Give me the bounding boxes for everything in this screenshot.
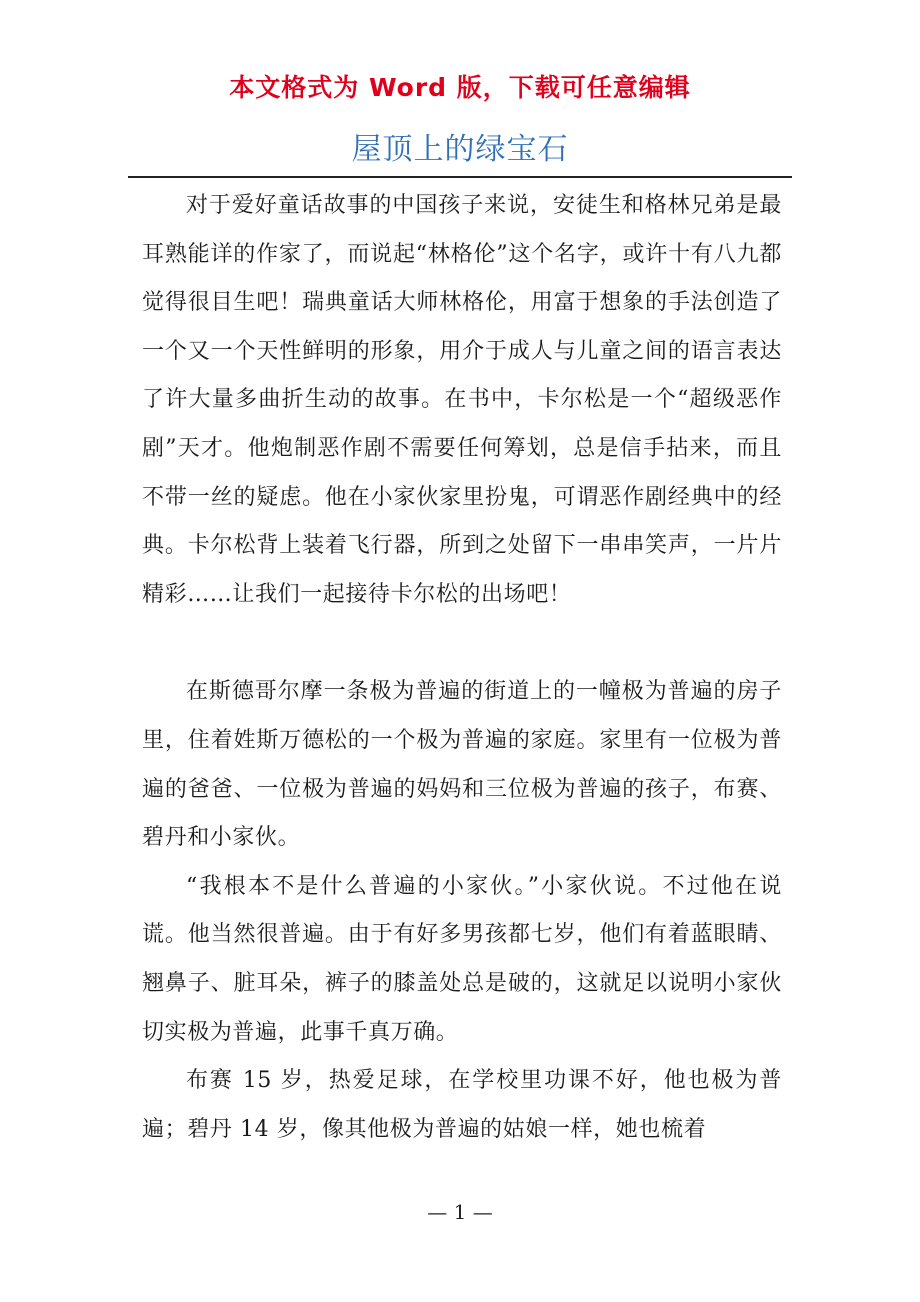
document-title: 屋顶上的绿宝石	[351, 132, 569, 167]
paragraph: “我根本不是什么普遍的小家伙。”小家伙说。不过他在说谎。他当然很普遍。由于有好多男孩都七岁，他们有着蓝眼睛、翘鼻子、脏耳朵，裤子的膝盖处总是破的，这就足以说明小家伙切实极为普遍，此事千真万确。	[142, 873, 782, 1045]
paragraph-intro: 对于爱好童话故事的中国孩子来说，安徒生和格林兄弟是最耳熟能详的作家了，而说起“林格伦”这个名字，或许十有八九都觉得很目生吧！瑞典童话大师林格伦，用富于想象的手法创造了一个又一个天性鲜明的形象，用介于成人与儿童之间的语言表达了许大量多曲折生动的故事。在书中，卡尔松是一个“超级恶作剧”天才。他炮制恶作剧不需要任何筹划，总是信手拈来，而且不带一丝的疑虑。他在小家伙家里扮鬼，可谓恶作剧经典中的经典。卡尔松背上装着飞行器，所到之处留下一串串笑声，一片片精彩……让我们一起接待卡尔松的出场吧！	[142, 193, 782, 607]
paragraph: 布赛 15 岁，热爱足球，在学校里功课不好，他也极为普遍；碧丹 14 岁，像其他极为普遍的姑娘一样，她也梳着	[142, 1068, 782, 1142]
body-text	[142, 182, 782, 1154]
paragraph: 在斯德哥尔摩一条极为普遍的街道上的一幢极为普遍的房子里，住着姓斯万德松的一个极为普遍的家庭。家里有一位极为普遍的爸爸、一位极为普遍的妈妈和三位极为普遍的孩子，布赛、碧丹和小家伙。	[142, 679, 782, 851]
title-divider	[128, 176, 792, 178]
paragraph-gap	[142, 619, 782, 668]
page-number: — 1 —	[427, 1200, 493, 1224]
format-banner: 本文格式为 Word 版，下载可任意编辑	[229, 73, 691, 102]
